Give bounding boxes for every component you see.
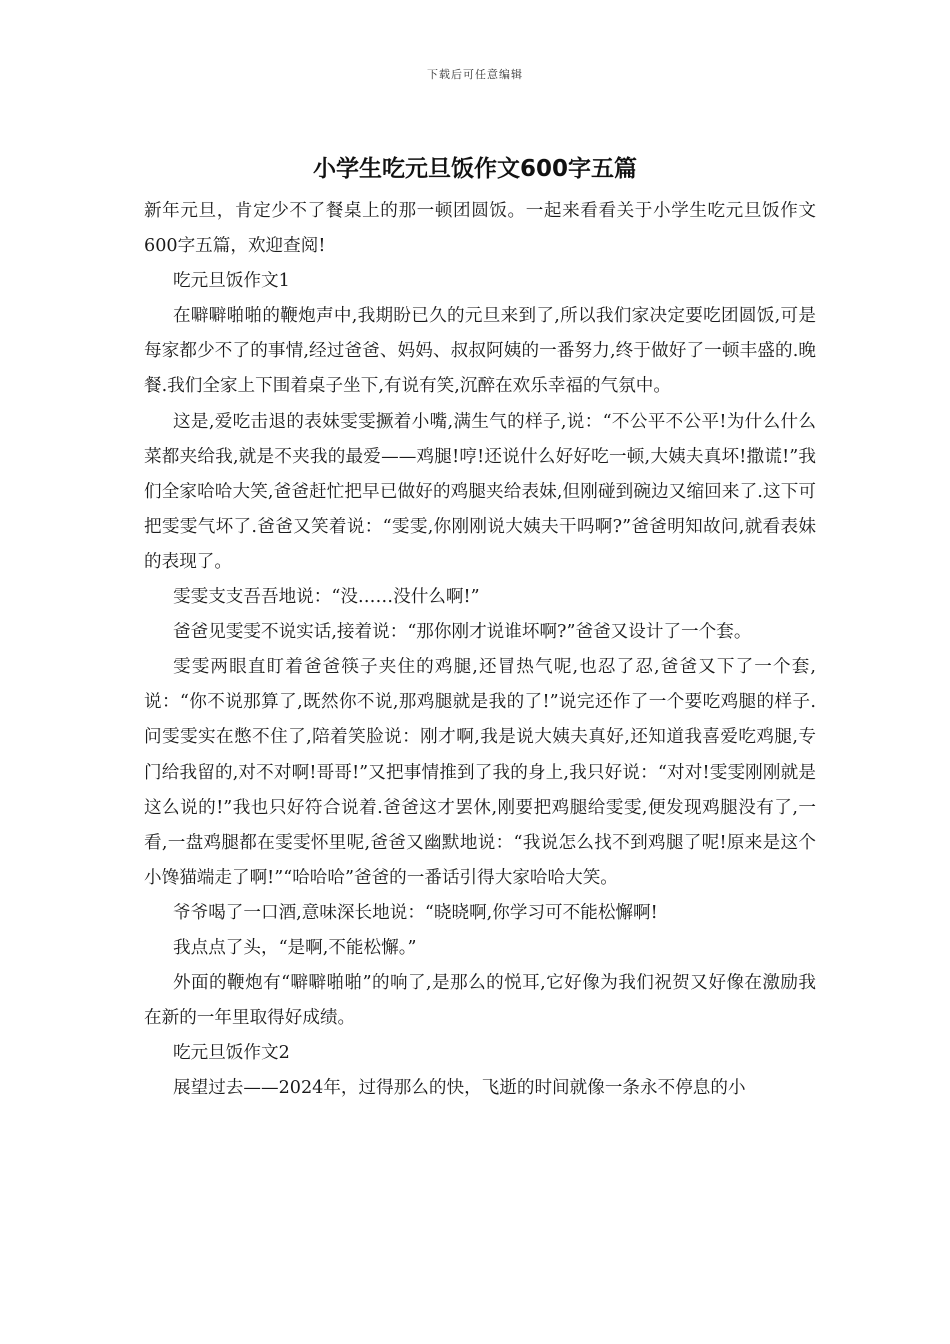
body-paragraph: 这是,爱吃击退的表妹雯雯撅着小嘴,满生气的样子,说：“不公平不公平!为什么什么菜都夹给我,就是不夹我的最爱——鸡腿!哼!还说什么好好吃一顿,大姨夫真坏!撒谎!”我们全家哈哈大笑,爸爸赶忙把早已做好的鸡腿夹给表妹,但刚碰到碗边又缩回来了.这下可把雯雯气坏了.爸爸又笑着说：“雯雯,你刚刚说大姨夫干吗啊?”爸爸明知故问,就看表妹的表现了。 xyxy=(144,411,816,572)
body-paragraph: 外面的鞭炮有“噼噼啪啪”的响了,是那么的悦耳,它好像为我们祝贺又好像在激励我在新的一年里取得好成绩。 xyxy=(144,973,816,1029)
article-body xyxy=(144,194,816,1106)
header-note: 下载后可任意编辑 xyxy=(427,68,523,81)
body-paragraph: 爸爸见雯雯不说实话,接着说：“那你刚才说谁坏啊?”爸爸又设计了一个套。 xyxy=(173,622,752,643)
document-title: 小学生吃元旦饭作文600字五篇 xyxy=(312,156,637,182)
body-paragraph: 我点点了头，“是啊,不能松懈。” xyxy=(173,937,417,958)
body-paragraph: 展望过去——2024年，过得那么的快，飞逝的时间就像一条永不停息的小 xyxy=(173,1078,746,1099)
section-heading-2: 吃元旦饭作文2 xyxy=(173,1043,290,1064)
body-paragraph: 在噼噼啪啪的鞭炮声中,我期盼已久的元旦来到了,所以我们家决定要吃团圆饭,可是每家都少不了的事情,经过爸爸、妈妈、叔叔阿姨的一番努力,终于做好了一顿丰盛的.晚餐.我们全家上下围着桌子坐下,有说有笑,沉醉在欢乐幸福的气氛中。 xyxy=(144,306,816,397)
body-paragraph: 雯雯支支吾吾地说：“没……没什么啊!” xyxy=(173,587,480,608)
section-heading-1: 吃元旦饭作文1 xyxy=(173,271,290,292)
body-paragraph: 爷爷喝了一口酒,意味深长地说：“晓晓啊,你学习可不能松懈啊! xyxy=(173,902,658,923)
body-paragraph: 雯雯两眼直盯着爸爸筷子夹住的鸡腿,还冒热气呢,也忍了忍,爸爸又下了一个套,说：“你不说那算了,既然你不说,那鸡腿就是我的了!”说完还作了一个要吃鸡腿的样子.问雯雯实在憋不住了,陪着笑脸说：刚才啊,我是说大姨夫真好,还知道我喜爱吃鸡腿,专门给我留的,对不对啊!哥哥!”又把事情推到了我的身上,我只好说：“对对!雯雯刚刚就是这么说的!”我也只好符合说着.爸爸这才罢休,刚要把鸡腿给雯雯,便发现鸡腿没有了,一看,一盘鸡腿都在雯雯怀里呢,爸爸又幽默地说：“我说怎么找不到鸡腿了呢!原来是这个小馋猫端走了啊!”“哈哈哈”爸爸的一番话引得大家哈哈大笑。 xyxy=(144,657,816,888)
intro-paragraph: 新年元旦，肯定少不了餐桌上的那一顿团圆饭。一起来看看关于小学生吃元旦饭作文600字五篇，欢迎查阅! xyxy=(144,201,816,257)
